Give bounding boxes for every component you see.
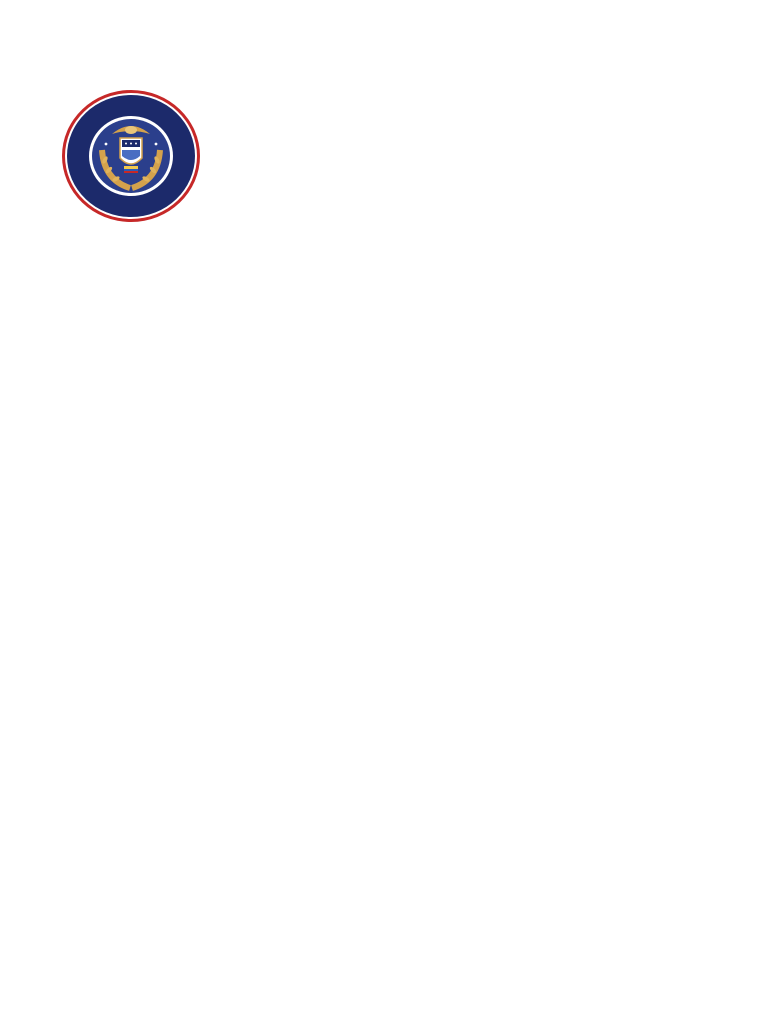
university-seal-logo	[60, 88, 202, 224]
seal-graphic	[60, 88, 202, 224]
